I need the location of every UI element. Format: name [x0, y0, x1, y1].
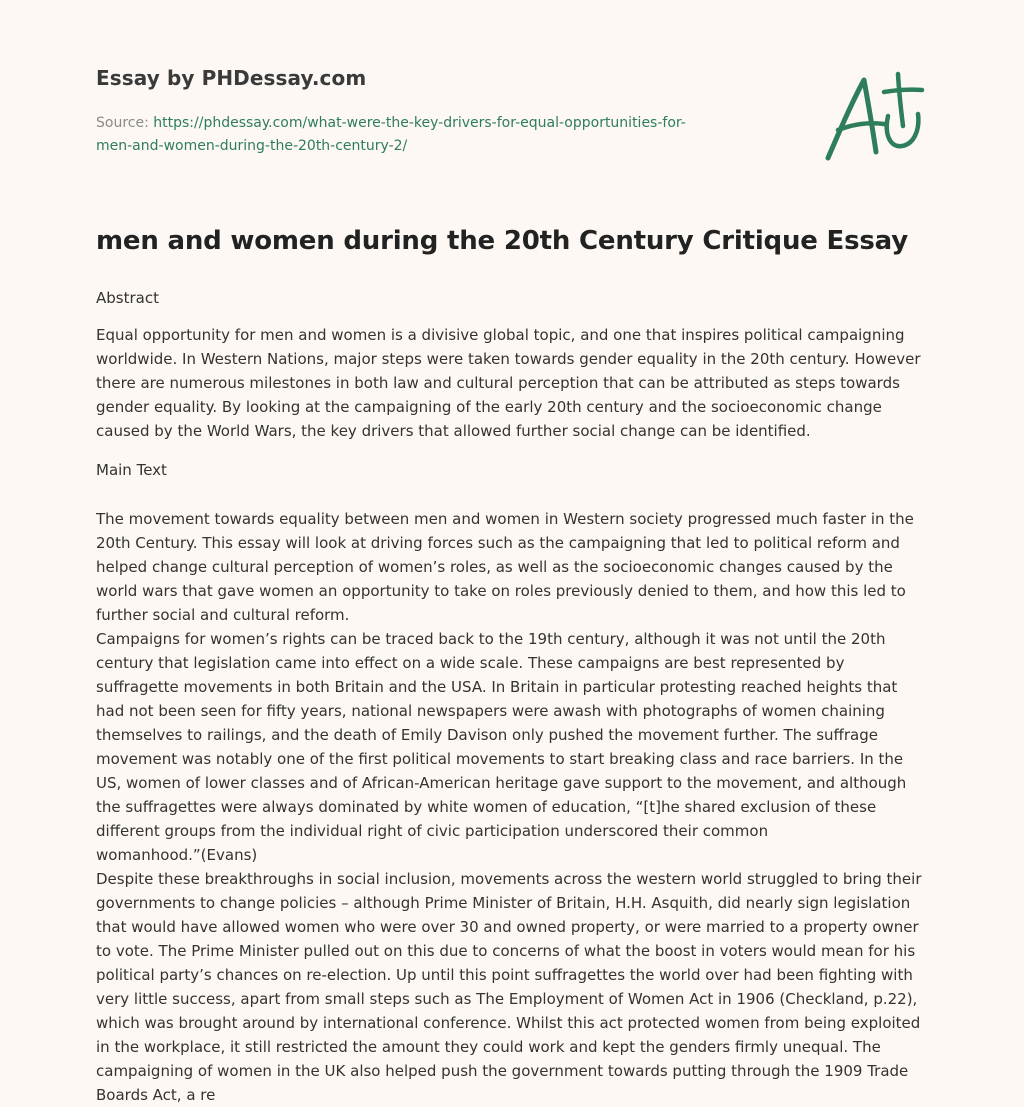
main-text-heading: Main Text [96, 461, 167, 479]
source-link-line2: men-and-women-during-the-20th-century-2/ [96, 138, 408, 154]
source-link[interactable] [96, 115, 686, 154]
source-line [96, 112, 756, 158]
abstract-paragraph: Equal opportunity for men and women is a divisive global topic, and one that inspires political campaigning worldwide. In Western Nations, major steps were taken towards gender equality in the 20th century. However there are numerous milestones in both law and cultural perception that can be attributed as steps towards gender equality. By looking at the campaigning of the early 20th century and the socioeconomic change caused by the World Wars, the key drivers that allowed further social change can be identified. [96, 326, 921, 440]
abstract-heading: Abstract [96, 289, 159, 307]
body-paragraph: Despite these breakthroughs in social inclusion, movements across the western world struggled to bring their governments to change policies – although Prime Minister of Britain, H.H. Asquith, did nearly sign legislation that would have allowed women who were over 30 and owned property, or were married to a property owner to vote. The Prime Minister pulled out on this due to concerns of what the boost in voters would mean for his political party’s chances on re-election. Up until this point suffragettes the world over had been fighting with very little success, apart from small steps such as The Employment of Women Act in 1906 (Checkland, p.22), which was brought around by international conference. Whilst this act protected women from being exploited in the workplace, it still restricted the amount they could work and kept the genders firmly unequal. The campaigning of women in the UK also helped push the government towards putting through the 1909 Trade Boards Act, a re [96, 870, 922, 1104]
site-brand: Essay by PHDessay.com [96, 66, 367, 90]
source-link-line1: https://phdessay.com/what-were-the-key-drivers-for-equal-opportunities-for- [153, 115, 686, 131]
a-plus-logo-icon [822, 68, 928, 164]
source-label: Source: [96, 115, 154, 131]
body-paragraph: Campaigns for women’s rights can be traced back to the 19th century, although it was not until the 20th century that legislation came into effect on a wide scale. These campaigns are best represented by suffragette movements in both Britain and the USA. In Britain in particular protesting reached heights that had not been seen for fifty years, national newspapers were awash with photographs of women chaining themselves to railings, and the death of Emily Davison only pushed the movement further. The suffrage movement was notably one of the first political movements to start breaking class and race barriers. In the US, women of lower classes and of African-American heritage gave support to the movement, and although the suffragettes were always dominated by white women of education, “[t]he shared exclusion of these different groups from the individual right of civic participation underscored their common womanhood.”(Evans) [96, 630, 907, 864]
essay-body [96, 286, 928, 1107]
essay-title: men and women during the 20th Century Critique Essay [96, 226, 908, 256]
body-paragraph: The movement towards equality between men and women in Western society progressed much faster in the 20th Century. This essay will look at driving forces such as the campaigning that led to political reform and helped change cultural perception of women’s roles, as well as the socioeconomic changes caused by the world wars that gave women an opportunity to take on roles previously denied to them, and how this led to further social and cultural reform. [96, 510, 914, 624]
